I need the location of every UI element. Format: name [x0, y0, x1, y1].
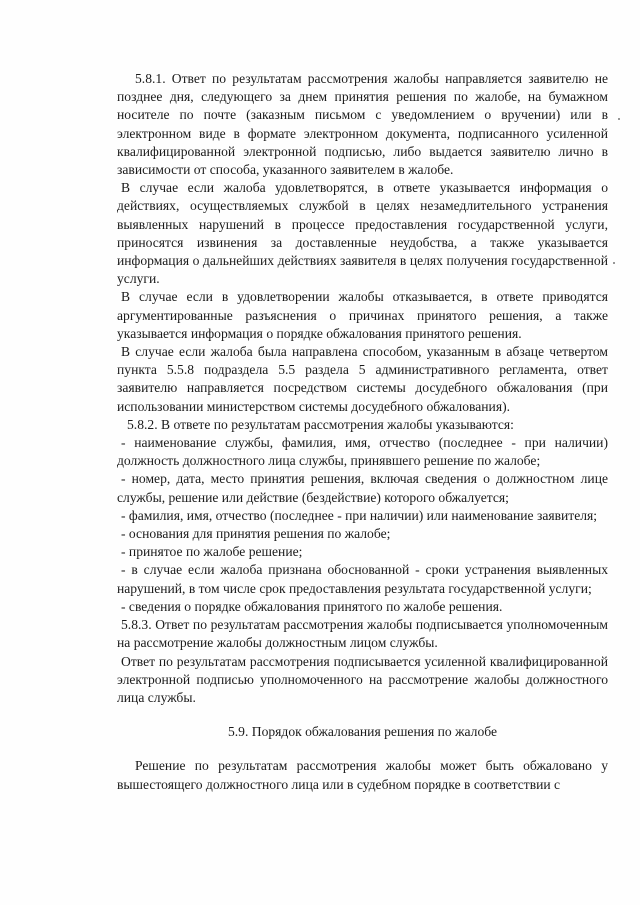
list-item-decision: - принятое по жалобе решение;: [121, 544, 303, 560]
scan-speck: [613, 262, 615, 264]
paragraph-5-8-1: 5.8.1. Ответ по результатам рассмотрения жалобы направляется заявителю не позднее дня, следующего за днем принятия решения по жалобе, на бумажном носителе по почте (заказным письмом с уведомлением о вручении) или в электронном виде в формате электронном документа, подписанного усиленной квалифицированной электронной подписью, либо выдается заявителю лично в зависимости от способа, указанного заявителем в жалобе.: [117, 71, 608, 178]
paragraph-signature: Ответ по результатам рассмотрения подписывается усиленной квалифицированной электронной подписью уполномоченного на рассмотрение жалобы должностного лица службы.: [117, 653, 608, 705]
document-body: [117, 70, 608, 794]
paragraph-pretrial-system: В случае если жалоба была направлена способом, указанным в абзаце четвертом пункта 5.5.8 подраздела 5.5 раздела 5 административного регламента, ответ заявителю направляется посредством системы досудебного обжалования (при использовании министерством системы досудебного обжалования).: [117, 344, 608, 414]
paragraph-appeal: Решение по результатам рассмотрения жалобы может быть обжаловано у вышестоящего должностного лица или в судебном порядке в соответствии с: [117, 758, 608, 792]
paragraph-rejected-complaint: В случае если в удовлетворении жалобы отказывается, в ответе приводятся аргументированные разъяснения о причинах принятого решения, а также указывается информация о порядке обжалования принятого решения.: [117, 289, 608, 341]
paragraph-5-8-3: 5.8.3. Ответ по результатам рассмотрения жалобы подписывается уполномоченным на рассмотрение жалобы должностным лицом службы.: [117, 617, 608, 651]
list-item-deadlines: - в случае если жалоба признана обоснованной - сроки устранения выявленных нарушений, в том числе срок предоставления результата государственной услуги;: [117, 562, 608, 596]
list-item-appeal-procedure: - сведения о порядке обжалования принятого по жалобе решения.: [121, 598, 503, 614]
list-item-decision-details: - номер, дата, место принятия решения, включая сведения о должностном лице службы, решение или действие (бездействие) которого обжалуется;: [117, 471, 608, 505]
scan-speck: [618, 118, 620, 120]
list-item-grounds: - основания для принятия решения по жалобе;: [121, 526, 391, 542]
paragraph-satisfied-complaint: В случае если жалоба удовлетворятся, в ответе указывается информация о действиях, осуществляемых службой в целях незамедлительного устранения выявленных нарушений в процессе предоставления государственной услуги, приносятся извинения за доставленные неудобства, а также указывается информация о дальнейших действиях заявителя в целях получения государственной услуги.: [117, 180, 608, 287]
section-heading: 5.9. Порядок обжалования решения по жалобе: [227, 724, 498, 740]
paragraph-5-8-2: 5.8.2. В ответе по результатам рассмотрения жалобы указываются:: [127, 416, 514, 432]
list-item-applicant-name: - фамилия, имя, отчество (последнее - при наличии) или наименование заявителя;: [121, 507, 598, 523]
list-item-service-name: - наименование службы, фамилия, имя, отчество (последнее - при наличии) должность должностного лица службы, принявшего решение по жалобе;: [117, 435, 608, 469]
